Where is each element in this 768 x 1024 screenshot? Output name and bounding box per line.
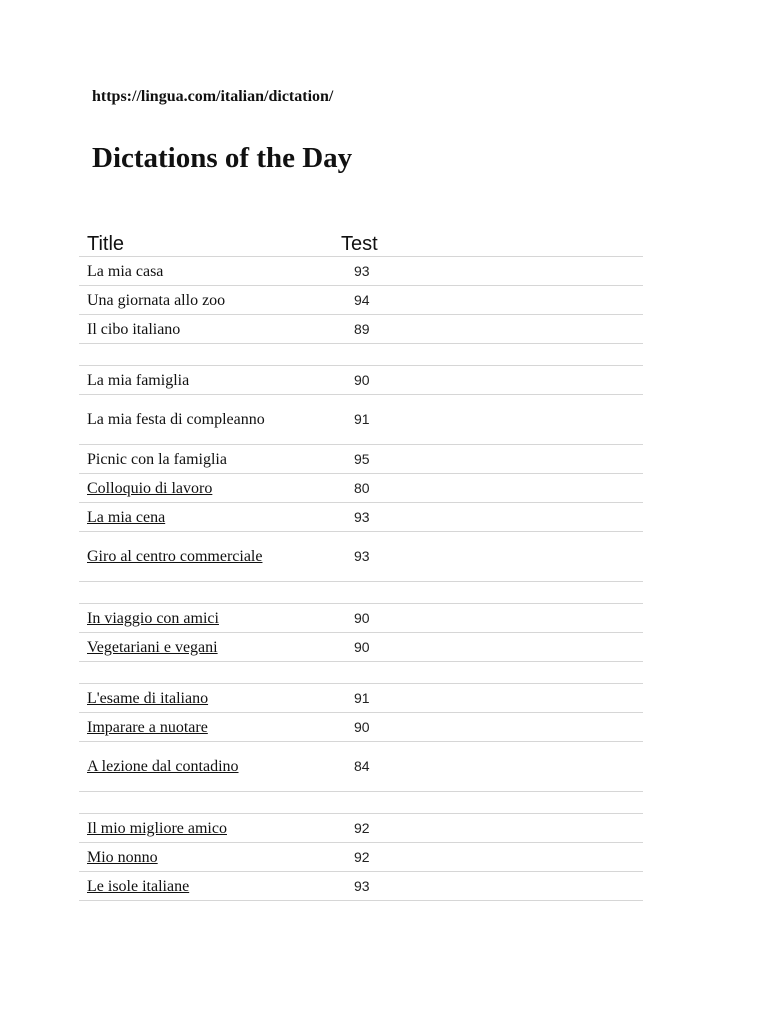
dictation-title: Il cibo italiano	[79, 315, 329, 344]
test-score: 90	[329, 633, 643, 662]
table-row	[79, 503, 643, 532]
empty-cell	[329, 662, 643, 684]
spacer-row	[79, 792, 643, 814]
dictation-title: Picnic con la famiglia	[79, 445, 329, 474]
test-score: 93	[329, 257, 643, 286]
table-row	[79, 872, 643, 901]
table-row	[79, 713, 643, 742]
dictation-title: La mia famiglia	[79, 366, 329, 395]
table-row	[79, 366, 643, 395]
table-row	[79, 633, 643, 662]
dictation-link[interactable]: A lezione dal contadino	[87, 758, 239, 775]
test-score: 90	[329, 604, 643, 633]
table-header-row	[79, 226, 643, 257]
dictation-link[interactable]: Giro al centro commerciale	[87, 548, 263, 565]
table-row	[79, 843, 643, 872]
page-title: Dictations of the Day	[92, 142, 353, 174]
dictations-table	[79, 226, 643, 901]
dictation-link[interactable]: L'esame di italiano	[87, 689, 209, 707]
empty-cell	[79, 662, 329, 684]
spacer-row	[79, 662, 643, 684]
table-row	[79, 257, 643, 286]
empty-cell	[329, 792, 643, 814]
test-score: 84	[329, 742, 643, 792]
dictation-link[interactable]: In viaggio con amici	[87, 609, 219, 627]
test-score: 94	[329, 286, 643, 315]
dictation-link[interactable]: Le isole italiane	[87, 877, 190, 895]
column-header-test: Test	[329, 226, 643, 257]
table-row	[79, 315, 643, 344]
test-score: 93	[329, 532, 643, 582]
test-score: 89	[329, 315, 643, 344]
dictation-title-cell[interactable]	[79, 684, 329, 713]
dictation-link[interactable]: Il mio migliore amico	[87, 819, 227, 837]
dictation-title: Una giornata allo zoo	[79, 286, 329, 315]
table-row	[79, 684, 643, 713]
table-row	[79, 742, 643, 792]
test-score: 93	[329, 872, 643, 901]
test-score: 95	[329, 445, 643, 474]
test-score: 80	[329, 474, 643, 503]
empty-cell	[329, 582, 643, 604]
column-header-title: Title	[79, 226, 329, 257]
table-row	[79, 604, 643, 633]
dictation-title: La mia casa	[79, 257, 329, 286]
test-score: 92	[329, 843, 643, 872]
dictation-title-cell[interactable]	[79, 532, 329, 582]
spacer-row	[79, 582, 643, 604]
table-body	[79, 257, 643, 901]
table-row	[79, 474, 643, 503]
test-score: 93	[329, 503, 643, 532]
table-row	[79, 814, 643, 843]
dictation-title-cell[interactable]	[79, 843, 329, 872]
test-score: 92	[329, 814, 643, 843]
empty-cell	[79, 582, 329, 604]
page-url: https://lingua.com/italian/dictation/	[92, 88, 334, 105]
test-score: 90	[329, 366, 643, 395]
test-score: 90	[329, 713, 643, 742]
dictation-title-cell[interactable]	[79, 604, 329, 633]
dictation-title-cell[interactable]	[79, 503, 329, 532]
table-row	[79, 286, 643, 315]
dictation-title-cell[interactable]	[79, 872, 329, 901]
empty-cell	[79, 344, 329, 366]
table-row	[79, 445, 643, 474]
test-score: 91	[329, 684, 643, 713]
dictation-title-cell[interactable]	[79, 742, 329, 792]
dictation-title: La mia festa di compleanno	[79, 395, 329, 445]
dictation-title-cell[interactable]	[79, 814, 329, 843]
test-score: 91	[329, 395, 643, 445]
table-row	[79, 532, 643, 582]
dictation-link[interactable]: Imparare a nuotare	[87, 718, 208, 736]
dictation-title-cell[interactable]	[79, 474, 329, 503]
dictation-title-cell[interactable]	[79, 633, 329, 662]
dictation-link[interactable]: Colloquio di lavoro	[87, 479, 213, 497]
empty-cell	[329, 344, 643, 366]
dictation-link[interactable]: Mio nonno	[87, 848, 158, 866]
table-row	[79, 395, 643, 445]
dictation-link[interactable]: La mia cena	[87, 508, 166, 526]
empty-cell	[79, 792, 329, 814]
spacer-row	[79, 344, 643, 366]
dictation-title-cell[interactable]	[79, 713, 329, 742]
dictation-link[interactable]: Vegetariani e vegani	[87, 638, 218, 656]
